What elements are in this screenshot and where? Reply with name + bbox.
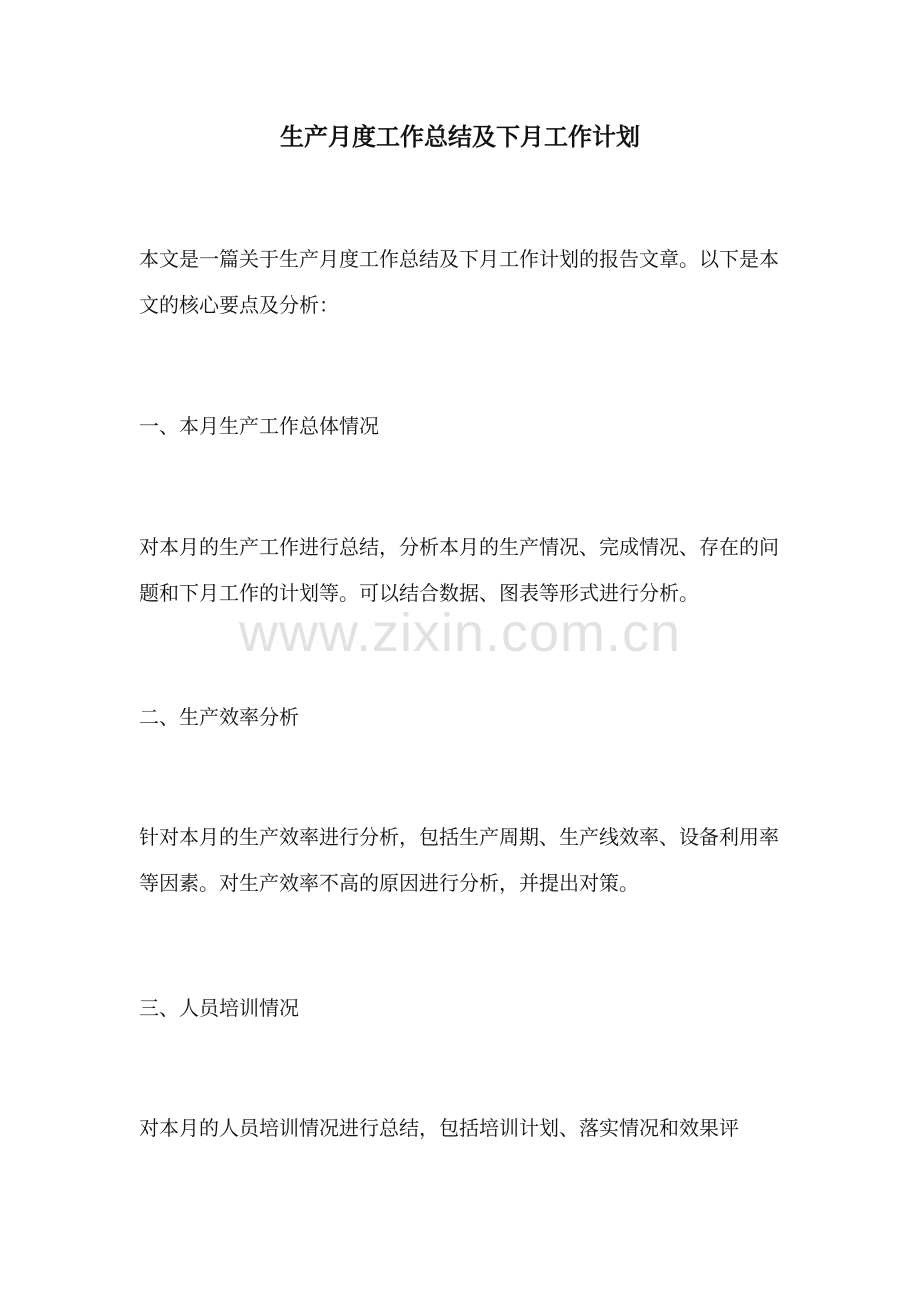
document-title: 生产月度工作总结及下月工作计划 (280, 122, 640, 151)
intro-paragraph: 本文是一篇关于生产月度工作总结及下月工作计划的报告文章。以下是本文的核心要点及分析： (139, 247, 779, 317)
section-1-heading: 一、本月生产工作总体情况 (139, 414, 379, 438)
section-2-body: 针对本月的生产效率进行分析，包括生产周期、生产线效率、设备利用率等因素。对生产效率不高的原因进行分析，并提出对策。 (139, 825, 779, 895)
section-1-body: 对本月的生产工作进行总结，分析本月的生产情况、完成情况、存在的问题和下月工作的计划等。可以结合数据、图表等形式进行分析。 (139, 535, 779, 605)
watermark: www.zixin.com.cn (238, 603, 682, 663)
section-3-heading: 三、人员培训情况 (139, 996, 299, 1020)
section-2-heading: 二、生产效率分析 (139, 705, 299, 729)
section-3-body: 对本月的人员培训情况进行总结，包括培训计划、落实情况和效果评 (139, 1116, 739, 1140)
